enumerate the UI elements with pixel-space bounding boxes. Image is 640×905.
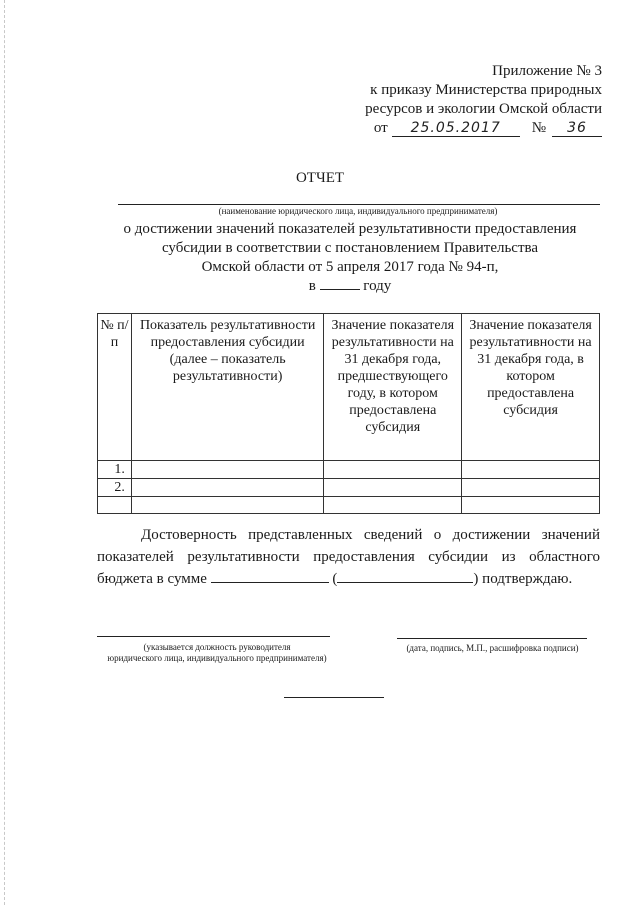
bottom-separator-line [284, 697, 384, 698]
date-signature-caption: (дата, подпись, М.П., расшифровка подписи) [406, 643, 579, 653]
report-year [80, 277, 620, 296]
header-indicator: Показатель результативности предоставления субсидии (далее – показатель результативности) [131, 314, 323, 461]
indicators-table [97, 313, 600, 514]
order-date-number [365, 119, 602, 138]
table-row [98, 461, 600, 479]
report-subject [80, 220, 620, 296]
subject-line-2: субсидии в соответствии с постановлением Правительства [161, 240, 539, 256]
table-row [98, 479, 600, 497]
document-title: ОТЧЕТ [295, 170, 345, 186]
row-number: 2. [98, 479, 132, 497]
amount-open-paren: ( [332, 571, 338, 587]
row-cell [131, 461, 323, 479]
amount-blank [211, 568, 329, 583]
row-cell [324, 461, 462, 479]
row-cell [462, 479, 600, 497]
subject-line-1: о достижении значений показателей результативности предоставления [123, 221, 577, 237]
number-label: № [531, 120, 546, 136]
row-cell [324, 479, 462, 497]
year-prefix: в [308, 278, 316, 294]
header-previous-year-value: Значение показателя результативности на 31 декабря года, предшествующего году, в котором предоставлена субсидия [324, 314, 462, 461]
table-header-row [98, 314, 600, 461]
position-caption [97, 642, 337, 664]
year-blank [320, 277, 360, 290]
appendix-header [365, 62, 602, 138]
from-label: от [373, 120, 388, 136]
position-caption-line-2: юридического лица, индивидуального предпринимателя) [107, 653, 327, 663]
entity-name-line [118, 204, 600, 205]
row-number: 1. [98, 461, 132, 479]
header-number: № п/п [98, 314, 132, 461]
position-caption-line-1: (указывается должность руководителя [143, 642, 291, 652]
confirmation-paragraph [97, 524, 600, 590]
table-row [98, 497, 600, 514]
order-date-handwritten: 25.05.2017 [392, 120, 520, 137]
page-edge-marks [4, 0, 6, 905]
row-cell [324, 497, 462, 514]
appendix-number: Приложение № 3 [492, 63, 602, 79]
amount-words-blank [337, 568, 473, 583]
position-signature-line [97, 636, 330, 637]
order-number-handwritten: 36 [552, 120, 602, 137]
confirmation-text: Достоверность представленных сведений о достижении значений показателей результативности предоставления субсидии из областного бюджета в сумме [97, 527, 600, 587]
row-number [98, 497, 132, 514]
confirmation-close: ) подтверждаю. [473, 571, 573, 587]
row-cell [131, 479, 323, 497]
subject-line-3: Омской области от 5 апреля 2017 года № 94-п, [201, 259, 499, 275]
date-signature-line [397, 638, 587, 639]
header-current-year-value: Значение показателя результативности на 31 декабря года, в котором предоставлена субсидия [462, 314, 600, 461]
order-reference-line-2: ресурсов и экологии Омской области [365, 101, 602, 117]
row-cell [462, 497, 600, 514]
row-cell [131, 497, 323, 514]
row-cell [462, 461, 600, 479]
entity-name-caption: (наименование юридического лица, индивидуального предпринимателя) [218, 206, 498, 216]
year-suffix: году [363, 278, 392, 294]
order-reference-line-1: к приказу Министерства природных [370, 82, 602, 98]
